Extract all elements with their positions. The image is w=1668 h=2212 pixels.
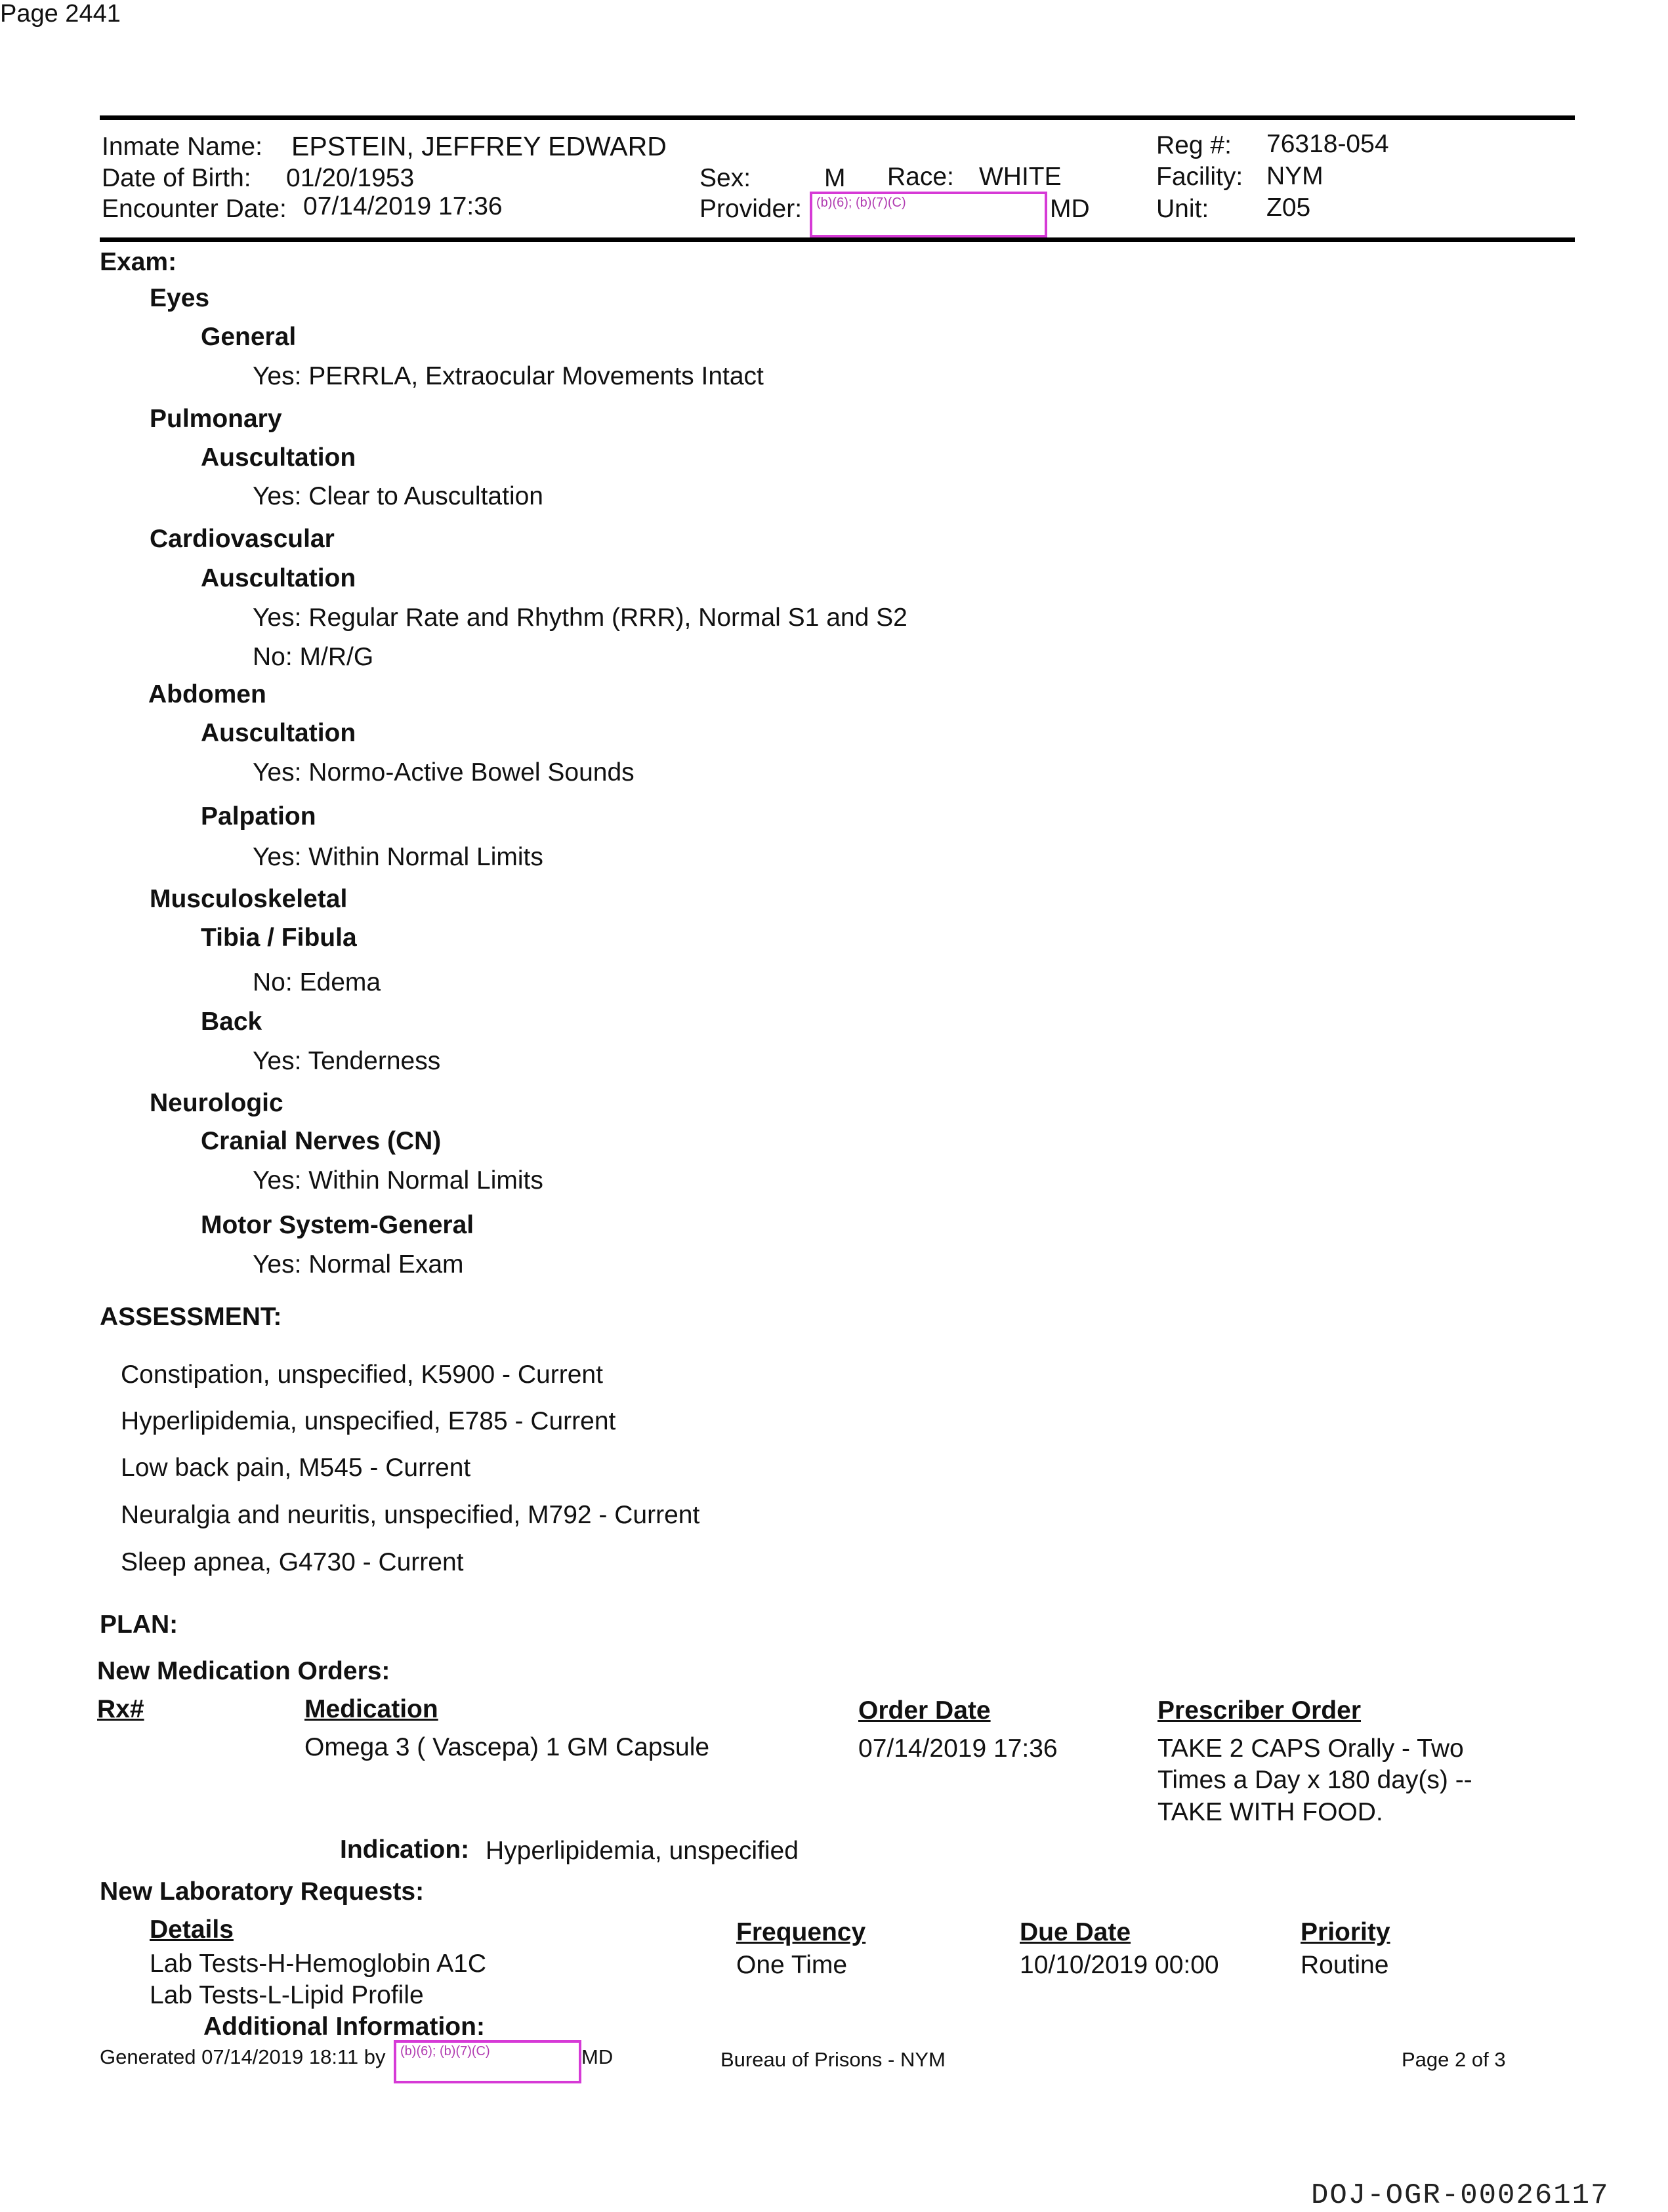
medication-name: Omega 3 ( Vascepa) 1 GM Capsule bbox=[304, 1733, 710, 1761]
plan-title: PLAN: bbox=[100, 1610, 178, 1639]
document-id: DOJ-OGR-00026117 bbox=[1311, 2179, 1610, 2212]
lab-frequency: One Time bbox=[736, 1951, 848, 1979]
race-value: WHITE bbox=[979, 163, 1062, 191]
generated-by-redaction-box: (b)(6); (b)(7)(C) bbox=[394, 2040, 581, 2083]
exam-abdomen: Abdomen bbox=[148, 680, 266, 708]
prescriber-order-line: TAKE 2 CAPS Orally - Two bbox=[1157, 1734, 1464, 1763]
generated-by-suffix: MD bbox=[581, 2045, 614, 2068]
bureau-label: Bureau of Prisons - NYM bbox=[720, 2048, 946, 2071]
col-medication-header: Medication bbox=[304, 1695, 438, 1723]
exam-abdomen-palpation: Palpation bbox=[201, 802, 316, 830]
page-number: Page 2 of 3 bbox=[1402, 2048, 1506, 2071]
provider-redaction-box: (b)(6); (b)(7)(C) bbox=[810, 192, 1047, 237]
col-frequency-header: Frequency bbox=[736, 1918, 866, 1946]
exam-abdomen-palpation-finding: Yes: Within Normal Limits bbox=[253, 843, 543, 871]
exam-cranial-finding: Yes: Within Normal Limits bbox=[253, 1166, 543, 1195]
assessment-title: ASSESSMENT: bbox=[100, 1303, 282, 1331]
exam-motor-finding: Yes: Normal Exam bbox=[253, 1250, 464, 1279]
exam-cardiovascular: Cardiovascular bbox=[150, 525, 335, 553]
assessment-item: Constipation, unspecified, K5900 - Current bbox=[121, 1361, 603, 1389]
encounter-label: Encounter Date: bbox=[102, 195, 287, 223]
exam-title: Exam: bbox=[100, 248, 177, 276]
exam-back-finding: Yes: Tenderness bbox=[253, 1047, 441, 1075]
med-orders-title: New Medication Orders: bbox=[97, 1657, 390, 1685]
race-label: Race: bbox=[887, 163, 954, 191]
provider-suffix: MD bbox=[1050, 195, 1090, 223]
provider-label: Provider: bbox=[699, 195, 803, 223]
col-prescriber-header: Prescriber Order bbox=[1157, 1696, 1362, 1725]
generated-text: Generated 07/14/2019 18:11 by bbox=[100, 2045, 386, 2068]
exam-pulmonary-auscultation: Auscultation bbox=[201, 443, 356, 472]
exam-cranial-nerves: Cranial Nerves (CN) bbox=[201, 1127, 442, 1155]
assessment-item: Low back pain, M545 - Current bbox=[121, 1454, 471, 1482]
unit-label: Unit: bbox=[1156, 195, 1209, 223]
exam-cardio-finding-no: No: M/R/G bbox=[253, 643, 374, 671]
prescriber-order-line: Times a Day x 180 day(s) -- bbox=[1157, 1766, 1472, 1794]
sex-value: M bbox=[824, 164, 846, 192]
indication-value: Hyperlipidemia, unspecified bbox=[486, 1837, 799, 1865]
lab-test: Lab Tests-H-Hemoglobin A1C bbox=[150, 1950, 487, 1978]
exam-back: Back bbox=[201, 1008, 262, 1036]
exam-musculoskeletal: Musculoskeletal bbox=[150, 885, 348, 913]
exam-cardio-auscultation: Auscultation bbox=[201, 564, 356, 592]
facility-label: Facility: bbox=[1156, 163, 1243, 191]
exam-tibia-finding: No: Edema bbox=[253, 968, 381, 996]
lab-test: Lab Tests-L-Lipid Profile bbox=[150, 1981, 424, 2009]
assessment-item: Neuralgia and neuritis, unspecified, M792 - Current bbox=[121, 1501, 700, 1529]
lab-requests-title: New Laboratory Requests: bbox=[100, 1877, 425, 1906]
lab-due-date: 10/10/2019 00:00 bbox=[1020, 1951, 1219, 1979]
exam-eyes-general-finding: Yes: PERRLA, Extraocular Movements Intact bbox=[253, 362, 764, 390]
page-label: Page 2441 bbox=[0, 0, 121, 28]
exam-pulmonary-finding: Yes: Clear to Auscultation bbox=[253, 482, 543, 510]
dob: 01/20/1953 bbox=[286, 164, 415, 192]
medication-order-date: 07/14/2019 17:36 bbox=[858, 1734, 1058, 1763]
lab-priority: Routine bbox=[1301, 1951, 1389, 1979]
inmate-name-label: Inmate Name: bbox=[102, 133, 262, 161]
dob-label: Date of Birth: bbox=[102, 164, 251, 192]
exam-cardio-finding-yes: Yes: Regular Rate and Rhythm (RRR), Normal S1 and S2 bbox=[253, 604, 907, 632]
reg-number: 76318-054 bbox=[1266, 130, 1389, 158]
unit-value: Z05 bbox=[1266, 194, 1311, 222]
col-due-date-header: Due Date bbox=[1020, 1918, 1131, 1946]
exam-tibia-fibula: Tibia / Fibula bbox=[201, 924, 357, 952]
assessment-item: Sleep apnea, G4730 - Current bbox=[121, 1548, 464, 1576]
exam-eyes-general: General bbox=[201, 323, 297, 351]
inmate-name: EPSTEIN, JEFFREY EDWARD bbox=[291, 131, 667, 161]
col-rx-header: Rx# bbox=[97, 1695, 144, 1723]
additional-info-label: Additional Information: bbox=[203, 2013, 485, 2041]
assessment-item: Hyperlipidemia, unspecified, E785 - Current bbox=[121, 1407, 616, 1435]
col-priority-header: Priority bbox=[1301, 1918, 1390, 1946]
col-details-header: Details bbox=[150, 1915, 234, 1944]
facility-value: NYM bbox=[1266, 162, 1324, 190]
exam-neurologic: Neurologic bbox=[150, 1089, 283, 1117]
exam-pulmonary: Pulmonary bbox=[150, 405, 282, 433]
header-bottom-rule bbox=[100, 237, 1575, 242]
sex-label: Sex: bbox=[699, 164, 751, 192]
reg-label: Reg #: bbox=[1156, 131, 1232, 159]
indication-label: Indication: bbox=[340, 1835, 470, 1864]
prescriber-order-line: TAKE WITH FOOD. bbox=[1157, 1798, 1383, 1826]
encounter-date: 07/14/2019 17:36 bbox=[303, 192, 503, 220]
exam-eyes: Eyes bbox=[150, 284, 210, 312]
exam-abdomen-auscultation-finding: Yes: Normo-Active Bowel Sounds bbox=[253, 758, 635, 787]
col-order-date-header: Order Date bbox=[858, 1696, 991, 1725]
exam-motor-system: Motor System-General bbox=[201, 1211, 474, 1239]
header-top-rule bbox=[100, 115, 1575, 120]
exam-abdomen-auscultation: Auscultation bbox=[201, 719, 356, 747]
